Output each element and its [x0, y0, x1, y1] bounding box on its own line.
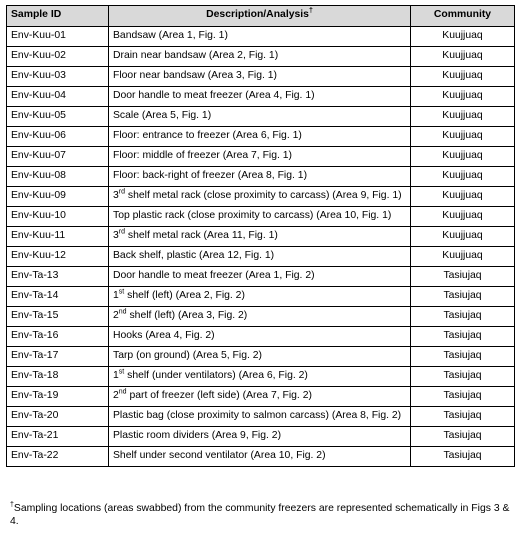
cell-community: Kuujjuaq: [411, 47, 515, 67]
table-row: [7, 47, 515, 67]
table-row: [7, 267, 515, 287]
ordinal-suffix: nd: [118, 308, 127, 316]
cell-description: [109, 127, 411, 147]
footnote-mark: †: [10, 501, 14, 509]
ordinal-number: 3: [113, 230, 119, 241]
cell-sample-id: Env-Kuu-09: [7, 187, 109, 207]
cell-description: [109, 447, 411, 467]
description-text: Plastic bag (close proximity to salmon carcass) (Area 8, Fig. 2): [113, 410, 402, 421]
cell-description: [109, 187, 411, 207]
table-row: [7, 207, 515, 227]
cell-community: Tasiujaq: [411, 287, 515, 307]
ordinal-number: 1: [113, 370, 119, 381]
cell-sample-id: Env-Kuu-05: [7, 107, 109, 127]
ordinal-number: 3: [113, 190, 119, 201]
ordinal-suffix: nd: [118, 388, 127, 396]
table-row: [7, 307, 515, 327]
cell-community: Kuujjuaq: [411, 207, 515, 227]
cell-community: Tasiujaq: [411, 427, 515, 447]
ordinal-suffix: rd: [118, 228, 126, 236]
cell-community: Kuujjuaq: [411, 187, 515, 207]
cell-description: [109, 87, 411, 107]
ordinal-number: 1: [113, 290, 119, 301]
description-text: Shelf under second ventilator (Area 10, Fig. 2): [113, 450, 326, 461]
description-text: shelf (under ventilators) (Area 6, Fig. 2): [124, 370, 308, 381]
description-text: shelf (left) (Area 3, Fig. 2): [126, 310, 248, 321]
table-row: [7, 67, 515, 87]
cell-sample-id: Env-Ta-22: [7, 447, 109, 467]
table-body: [7, 27, 515, 467]
description-text: Floor: back-right of freezer (Area 8, Fig. 1): [113, 170, 308, 181]
description-text: Door handle to meat freezer (Area 4, Fig. 1): [113, 90, 315, 101]
cell-description: [109, 147, 411, 167]
description-text: Door handle to meat freezer (Area 1, Fig. 2): [113, 270, 315, 281]
header-community: Community: [411, 6, 515, 27]
cell-community: Tasiujaq: [411, 307, 515, 327]
cell-description: [109, 427, 411, 447]
cell-sample-id: Env-Kuu-04: [7, 87, 109, 107]
cell-sample-id: Env-Ta-13: [7, 267, 109, 287]
cell-description: [109, 167, 411, 187]
header-description-mark: †: [308, 7, 313, 15]
cell-sample-id: Env-Ta-21: [7, 427, 109, 447]
table-row: [7, 287, 515, 307]
description-text: Plastic room dividers (Area 9, Fig. 2): [113, 430, 282, 441]
cell-community: Tasiujaq: [411, 267, 515, 287]
cell-community: Tasiujaq: [411, 347, 515, 367]
table-row: [7, 147, 515, 167]
ordinal-suffix: st: [118, 288, 125, 296]
footnote-text: Sampling locations (areas swabbed) from the community freezers are represented schematically in Figs 3 & 4.: [10, 503, 510, 527]
cell-sample-id: Env-Ta-15: [7, 307, 109, 327]
description-text: Floor near bandsaw (Area 3, Fig. 1): [113, 70, 278, 81]
header-description: [109, 6, 411, 27]
cell-sample-id: Env-Ta-17: [7, 347, 109, 367]
cell-sample-id: Env-Kuu-01: [7, 27, 109, 47]
table-row: [7, 427, 515, 447]
cell-community: Kuujjuaq: [411, 127, 515, 147]
cell-community: Kuujjuaq: [411, 87, 515, 107]
cell-sample-id: Env-Kuu-10: [7, 207, 109, 227]
cell-community: Tasiujaq: [411, 367, 515, 387]
cell-description: [109, 387, 411, 407]
table-row: [7, 87, 515, 107]
description-text: part of freezer (left side) (Area 7, Fig. 2): [126, 390, 312, 401]
description-text: Floor: entrance to freezer (Area 6, Fig. 1): [113, 130, 302, 141]
cell-community: Kuujjuaq: [411, 67, 515, 87]
description-text: shelf (left) (Area 2, Fig. 2): [124, 290, 245, 301]
ordinal-suffix: st: [118, 368, 125, 376]
sample-table: [6, 5, 515, 467]
table-row: [7, 327, 515, 347]
cell-description: [109, 367, 411, 387]
cell-community: Tasiujaq: [411, 327, 515, 347]
table-row: [7, 107, 515, 127]
description-text: Hooks (Area 4, Fig. 2): [113, 330, 215, 341]
table-row: [7, 347, 515, 367]
cell-description: [109, 347, 411, 367]
table-row: [7, 367, 515, 387]
cell-description: [109, 107, 411, 127]
cell-community: Tasiujaq: [411, 447, 515, 467]
cell-description: [109, 227, 411, 247]
table-footnote: [10, 502, 510, 528]
table-row: [7, 447, 515, 467]
cell-description: [109, 207, 411, 227]
cell-community: Tasiujaq: [411, 387, 515, 407]
cell-description: [109, 267, 411, 287]
description-text: Scale (Area 5, Fig. 1): [113, 110, 212, 121]
cell-community: Kuujjuaq: [411, 27, 515, 47]
cell-description: [109, 247, 411, 267]
cell-community: Kuujjuaq: [411, 107, 515, 127]
cell-sample-id: Env-Ta-18: [7, 367, 109, 387]
cell-description: [109, 287, 411, 307]
cell-sample-id: Env-Kuu-08: [7, 167, 109, 187]
table-row: [7, 27, 515, 47]
cell-description: [109, 407, 411, 427]
cell-sample-id: Env-Kuu-03: [7, 67, 109, 87]
table-row: [7, 167, 515, 187]
cell-sample-id: Env-Kuu-06: [7, 127, 109, 147]
description-text: shelf metal rack (Area 11, Fig. 1): [125, 230, 278, 241]
header-sample-id: Sample ID: [7, 6, 109, 27]
cell-sample-id: Env-Kuu-02: [7, 47, 109, 67]
table-row: [7, 127, 515, 147]
ordinal-suffix: rd: [118, 188, 126, 196]
description-text: Top plastic rack (close proximity to carcass) (Area 10, Fig. 1): [113, 210, 392, 221]
cell-sample-id: Env-Kuu-07: [7, 147, 109, 167]
table-row: [7, 387, 515, 407]
cell-community: Kuujjuaq: [411, 167, 515, 187]
description-text: Tarp (on ground) (Area 5, Fig. 2): [113, 350, 262, 361]
description-text: shelf metal rack (close proximity to carcass) (Area 9, Fig. 1): [125, 190, 402, 201]
header-description-label: Description/Analysis: [206, 9, 309, 20]
cell-description: [109, 327, 411, 347]
table-row: [7, 227, 515, 247]
cell-sample-id: Env-Ta-14: [7, 287, 109, 307]
cell-description: [109, 67, 411, 87]
table-row: [7, 407, 515, 427]
cell-description: [109, 27, 411, 47]
cell-sample-id: Env-Ta-19: [7, 387, 109, 407]
cell-description: [109, 307, 411, 327]
table-header-row: [7, 6, 515, 27]
description-text: Back shelf, plastic (Area 12, Fig. 1): [113, 250, 275, 261]
cell-community: Kuujjuaq: [411, 147, 515, 167]
cell-sample-id: Env-Ta-16: [7, 327, 109, 347]
cell-community: Tasiujaq: [411, 407, 515, 427]
cell-community: Kuujjuaq: [411, 227, 515, 247]
ordinal-number: 2: [113, 390, 119, 401]
cell-sample-id: Env-Kuu-11: [7, 227, 109, 247]
description-text: Drain near bandsaw (Area 2, Fig. 1): [113, 50, 279, 61]
table-row: [7, 247, 515, 267]
cell-sample-id: Env-Ta-20: [7, 407, 109, 427]
cell-sample-id: Env-Kuu-12: [7, 247, 109, 267]
cell-community: Kuujjuaq: [411, 247, 515, 267]
cell-description: [109, 47, 411, 67]
table-row: [7, 187, 515, 207]
description-text: Bandsaw (Area 1, Fig. 1): [113, 30, 228, 41]
description-text: Floor: middle of freezer (Area 7, Fig. 1): [113, 150, 293, 161]
ordinal-number: 2: [113, 310, 119, 321]
